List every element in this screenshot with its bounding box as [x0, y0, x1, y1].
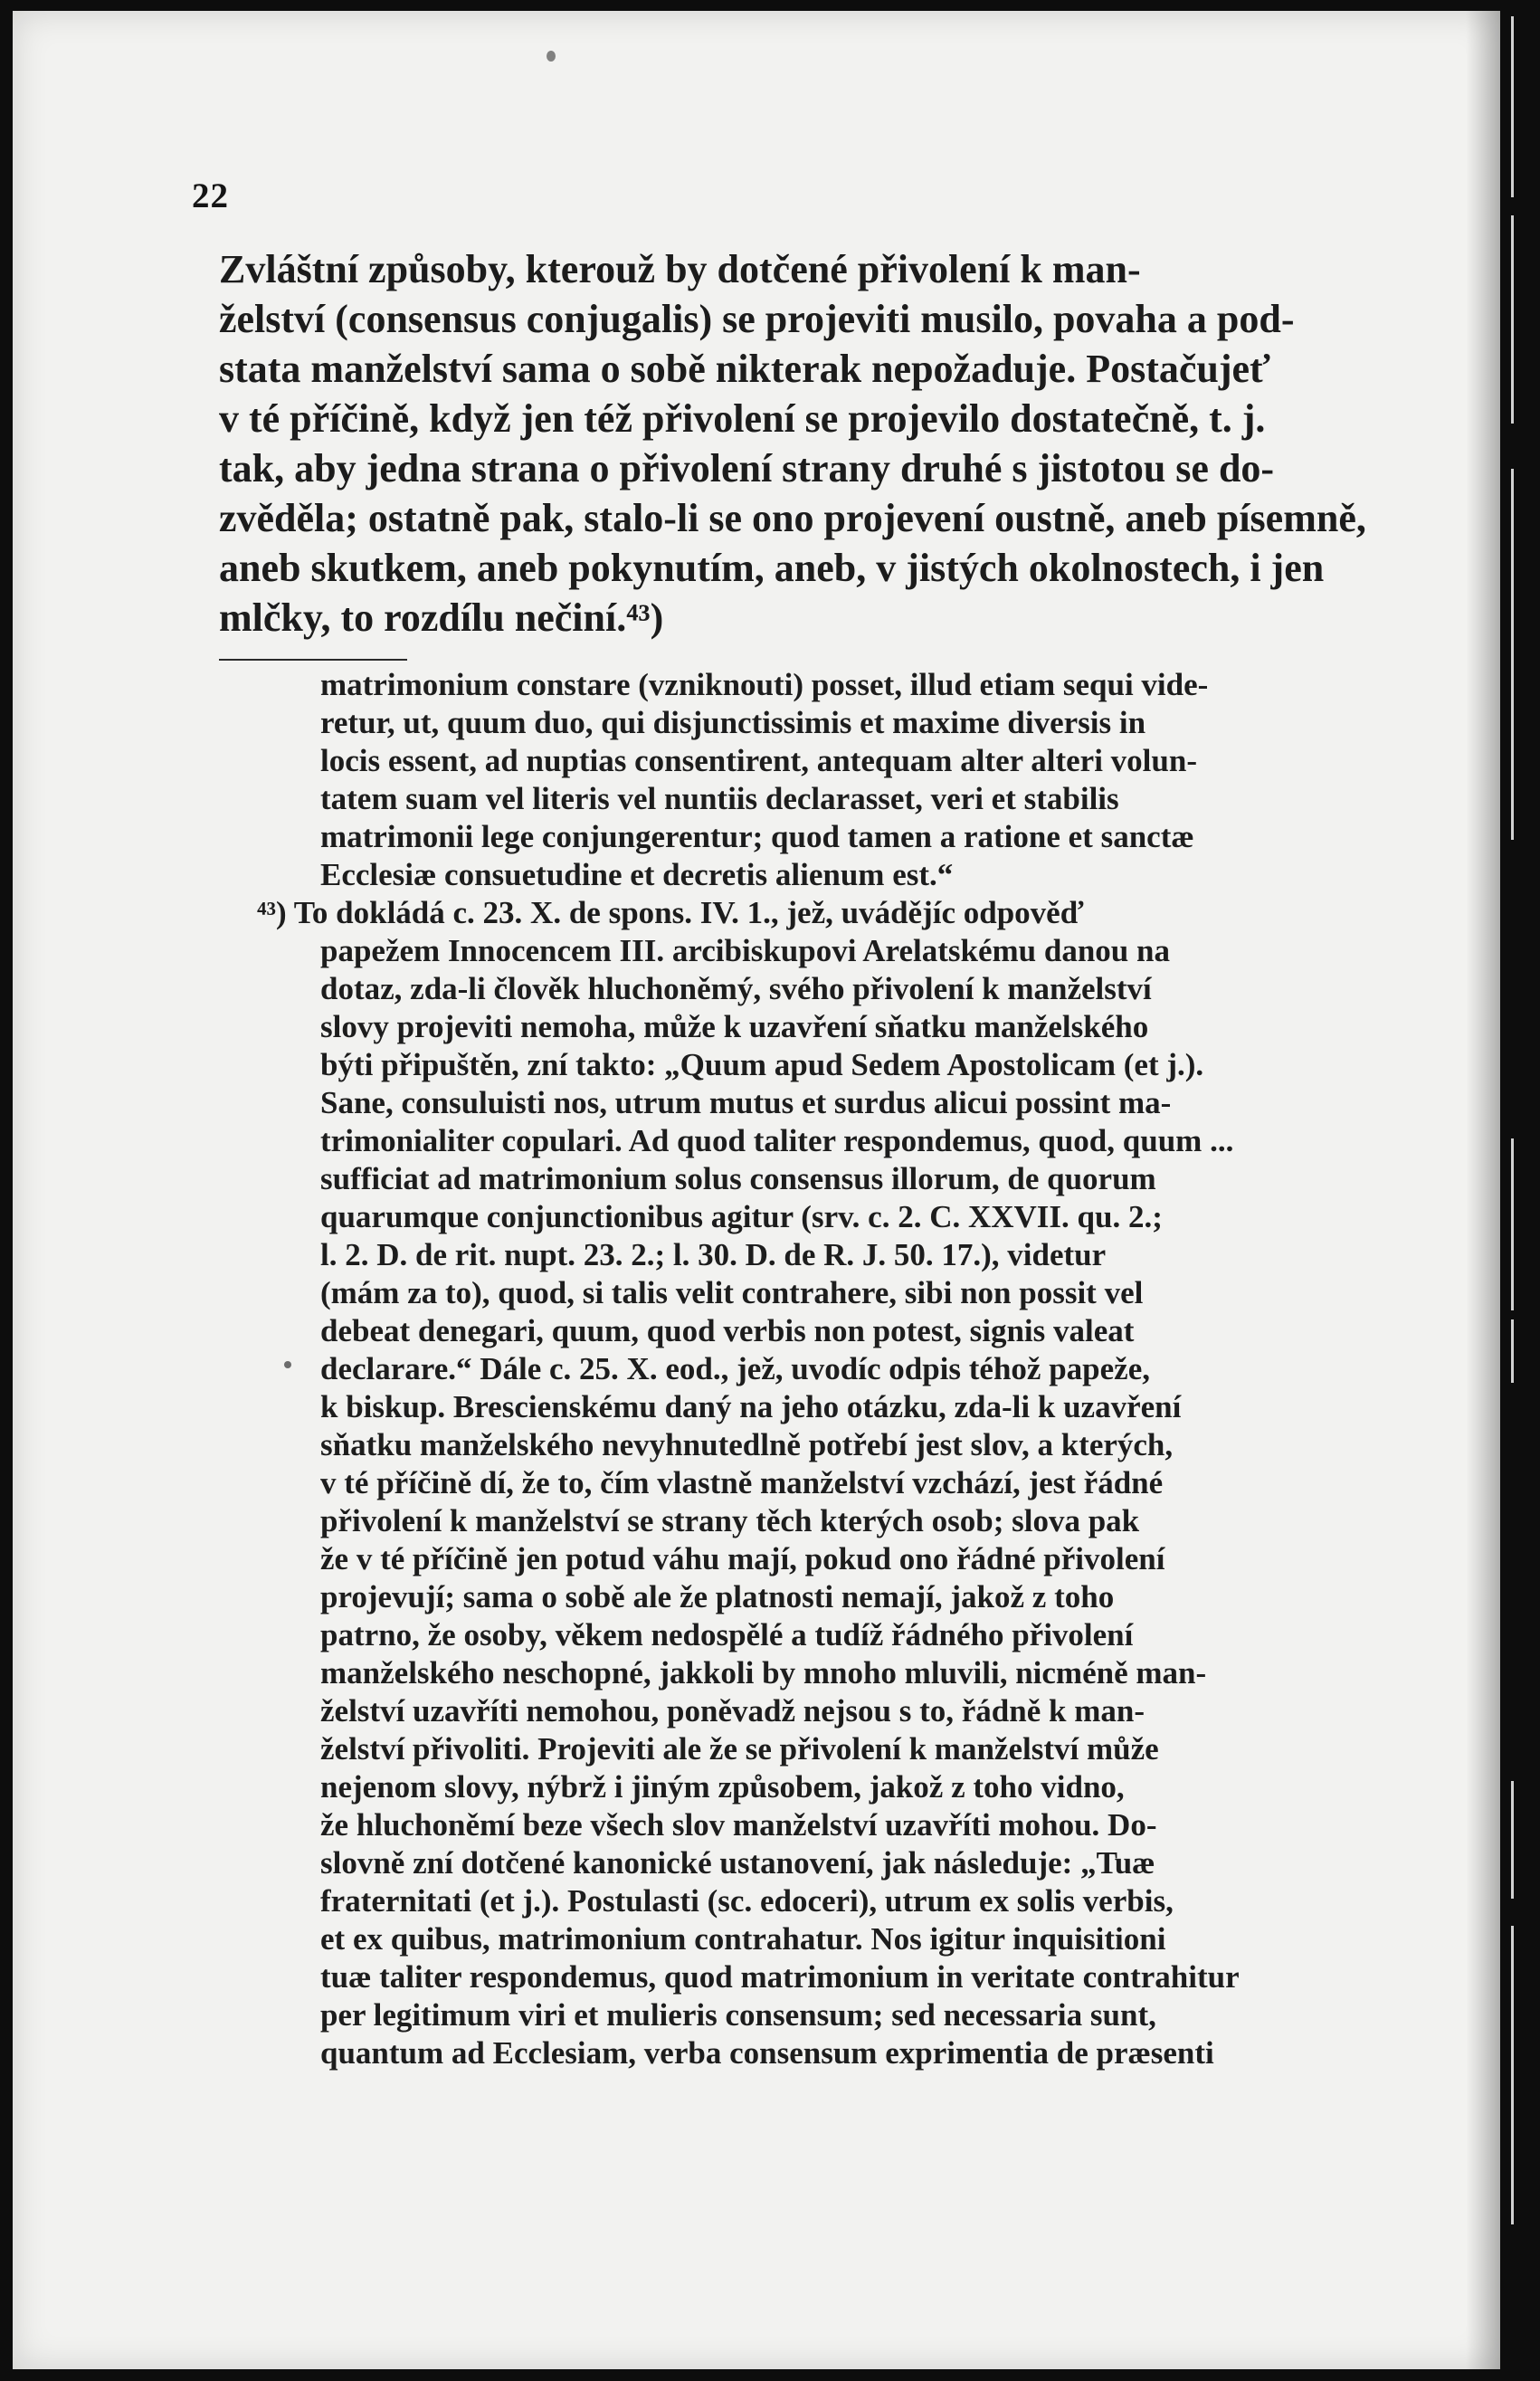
- footnote-line: matrimonium constare (vzniknouti) posset, illud etiam sequi vide-: [320, 667, 1209, 702]
- footnote-line: matrimonii lege conjungerentur; quod tamen a ratione et sanctæ: [320, 819, 1194, 854]
- footnote-line: l. 2. D. de rit. nupt. 23. 2.; l. 30. D. de R. J. 50. 17.), videtur: [320, 1237, 1107, 1272]
- main-line: Zvláštní způsoby, kterouž by dotčené přivolení k man-: [219, 247, 1141, 291]
- footnotes-block: [257, 666, 1374, 2072]
- footnote-line: nejenom slovy, nýbrž i jiným způsobem, jakož z toho vidno,: [320, 1769, 1125, 1805]
- footnote-line: quarumque conjunctionibus agitur (srv. c. 2. C. XXVII. qu. 2.;: [320, 1199, 1163, 1234]
- footnote-line: manželského neschopné, jakkoli by mnoho mluvili, nicméně man-: [320, 1655, 1207, 1691]
- footnote-line: v té příčině dí, že to, čím vlastně manželství vzchází, jest řádné: [320, 1465, 1164, 1500]
- scan-right-edge-marks: [1504, 16, 1531, 2315]
- footnote-line: že hluchoněmí beze všech slov manželství uzavříti mohou. Do-: [320, 1807, 1157, 1843]
- main-paragraph: [219, 244, 1366, 643]
- main-line: aneb skutkem, aneb pokynutím, aneb, v jistých okolnostech, i jen: [219, 546, 1325, 590]
- footnote-line: quantum ad Ecclesiam, verba consensum exprimentia de præsenti: [320, 2035, 1214, 2071]
- footnote-line: tuæ taliter respondemus, quod matrimonium in veritate contrahitur: [320, 1959, 1240, 1995]
- main-line: zvěděla; ostatně pak, stalo-li se ono projevení oustně, aneb písemně,: [219, 496, 1366, 540]
- footnote-line: debeat denegari, quum, quod verbis non potest, signis valeat: [320, 1313, 1135, 1348]
- footnote-line: Sane, consuluisti nos, utrum mutus et surdus alicui possint ma-: [320, 1085, 1172, 1120]
- footnote-line: et ex quibus, matrimonium contrahatur. Nos igitur inquisitioni: [320, 1921, 1166, 1957]
- footnote-line: (mám za to), quod, si talis velit contrahere, sibi non possit vel: [320, 1275, 1144, 1310]
- footnote-line: býti připuštěn, zní takto: „Quum apud Sedem Apostolicam (et j.).: [320, 1047, 1204, 1082]
- footnote-line: sufficiat ad matrimonium solus consensus illorum, de quorum: [320, 1161, 1156, 1196]
- footnote-line: locis essent, ad nuptias consentirent, antequam alter alteri volun-: [320, 743, 1197, 778]
- footnote-line: projevují; sama o sobě ale že platnosti nemají, jakož z toho: [320, 1579, 1115, 1614]
- footnote-line: per legitimum viri et mulieris consensum; sed necessaria sunt,: [320, 1997, 1156, 2033]
- edge-mark: [1511, 215, 1514, 424]
- edge-mark: [1511, 1781, 1514, 1899]
- edge-mark: [1511, 1138, 1514, 1310]
- main-line: želství (consensus conjugalis) se projeviti musilo, povaha a pod-: [219, 297, 1295, 341]
- footnote-line: dotaz, zda-li člověk hluchoněmý, svého přivolení k manželství: [320, 971, 1152, 1006]
- footnote-line: želství přivoliti. Projeviti ale že se přivolení k manželství může: [320, 1731, 1159, 1767]
- main-line: stata manželství sama o sobě nikterak nepožaduje. Postačujeť: [219, 347, 1270, 391]
- footnote-line: sňatku manželského nevyhnutedlně potřebí jest slov, a kterých,: [320, 1427, 1174, 1462]
- main-line: v té příčině, když jen též přivolení se projevilo dostatečně, t. j.: [219, 396, 1266, 441]
- edge-mark: [1511, 1926, 1514, 2224]
- main-line: mlčky, to rozdílu nečiní.⁴³): [219, 595, 664, 640]
- ink-speck: [547, 51, 556, 62]
- document-page: [13, 11, 1500, 2369]
- footnote-line: trimonialiter copulari. Ad quod taliter respondemus, quod, quum ...: [320, 1123, 1234, 1158]
- footnote-line: k biskup. Brescienskému daný na jeho otázku, zda-li k uzavření: [320, 1389, 1182, 1424]
- page-number: 22: [192, 176, 229, 215]
- footnote-line: slovy projeviti nemoha, může k uzavření sňatku manželského: [320, 1009, 1149, 1044]
- edge-mark: [1511, 469, 1514, 840]
- footnote-line: slovně zní dotčené kanonické ustanovení, jak následuje: „Tuæ: [320, 1845, 1155, 1881]
- main-line: tak, aby jedna strana o přivolení strany druhé s jistotou se do-: [219, 446, 1275, 490]
- page-edge-shadow: [1466, 11, 1500, 2369]
- footnote-line: přivolení k manželství se strany těch kterých osob; slova pak: [320, 1503, 1140, 1538]
- footnote-line: Ecclesiæ consuetudine et decretis alienum est.“: [320, 857, 954, 892]
- footnote-line: fraternitati (et j.). Postulasti (sc. edoceri), utrum ex solis verbis,: [320, 1883, 1174, 1919]
- footnote-line: že v té příčině jen potud váhu mají, pokud ono řádné přivolení: [320, 1541, 1165, 1576]
- footnote-line: retur, ut, quum duo, qui disjunctissimis et maxime diversis in: [320, 705, 1146, 740]
- footnote-line: patrno, že osoby, věkem nedospělé a tudíž řádného přivolení: [320, 1617, 1134, 1652]
- footnote-separator: [219, 659, 407, 661]
- ink-dot: [284, 1361, 291, 1368]
- footnote-line: tatem suam vel literis vel nuntiis declarasset, veri et stabilis: [320, 781, 1119, 816]
- edge-mark: [1511, 16, 1514, 197]
- footnote-line: declarare.“ Dále c. 25. X. eod., jež, uvodíc odpis téhož papeže,: [320, 1351, 1150, 1386]
- footnote-line: želství uzavříti nemohou, poněvadž nejsou s to, řádně k man-: [320, 1693, 1145, 1729]
- edge-mark: [1511, 1319, 1514, 1383]
- footnote-line: papežem Innocencem III. arcibiskupovi Arelatskému danou na: [320, 933, 1170, 968]
- footnote-43-start: ⁴³) To dokládá c. 23. X. de spons. IV. 1., jež, uvádějíc odpověď: [257, 895, 1084, 930]
